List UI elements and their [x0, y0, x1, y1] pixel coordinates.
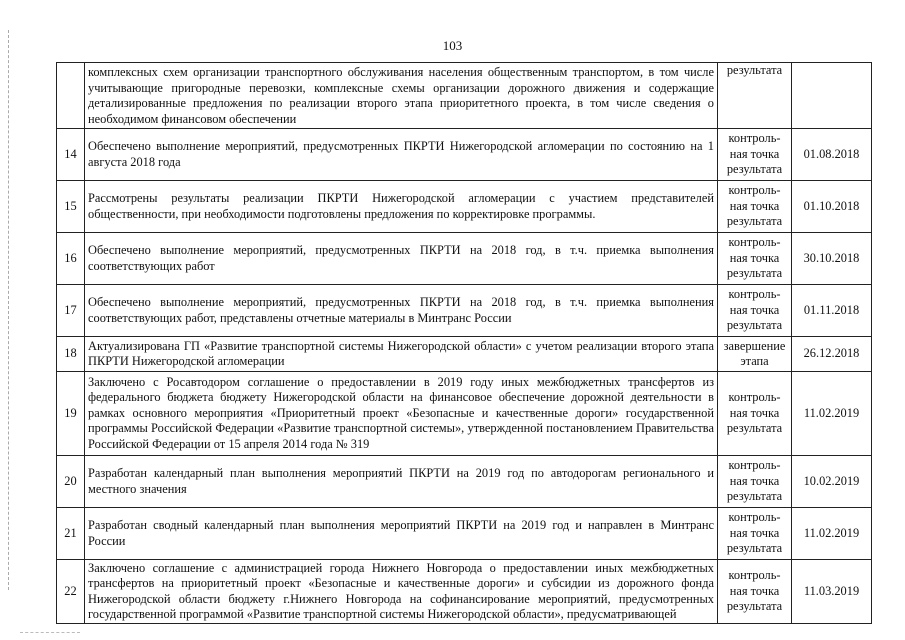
row-number: 15 [57, 181, 85, 233]
row-date: 26.12.2018 [792, 337, 872, 372]
row-description: Обеспечено выполнение мероприятий, предусмотренных ПКРТИ на 2018 год, в т.ч. приемка выполнения соответствующих работ [85, 233, 718, 285]
row-description: Разработан сводный календарный план выполнения мероприятий ПКРТИ на 2019 год и направлен в Минтранс России [85, 508, 718, 560]
row-date: 11.02.2019 [792, 372, 872, 456]
page-number: 103 [442, 38, 463, 53]
row-event-type: завершение этапа [718, 337, 792, 372]
table-row [57, 337, 872, 372]
table-row [57, 456, 872, 508]
row-date: 01.08.2018 [792, 129, 872, 181]
row-number: 16 [57, 233, 85, 285]
row-description: Заключено с Росавтодором соглашение о предоставлении в 2019 году иных межбюджетных трансфертов из федерального бюджета бюджету Нижегородской области на финансовое обеспечение дорожной деятельности в рамках основного мероприятия «Приоритетный проект «Безопасные и качественные дороги» государственной программы Российской Федерации «Развитие транспортной системы», утвержденной постановлением Правительства Российской Федерации от 15 апреля 2014 года № 319 [85, 372, 718, 456]
row-description: комплексных схем организации транспортного обслуживания населения общественным транспортом, в том числе учитывающие пригородные перевозки, комплексные схемы организации дорожного движения и содержащие детализированные предложения по реализации второго этапа приоритетного проекта, в том числе сведения о необходимом финансовом обеспечении [85, 63, 718, 129]
table-row [57, 129, 872, 181]
row-date: 01.11.2018 [792, 285, 872, 337]
table-row [57, 508, 872, 560]
table-row [57, 372, 872, 456]
row-event-type: контроль-ная точка результата [718, 372, 792, 456]
row-event-type: контроль-ная точка результата [718, 233, 792, 285]
row-number: 18 [57, 337, 85, 372]
row-event-type: контроль-ная точка результата [718, 285, 792, 337]
row-number: 20 [57, 456, 85, 508]
row-event-type: результата [718, 63, 792, 129]
table-row [57, 181, 872, 233]
row-description: Рассмотрены результаты реализации ПКРТИ Нижегородской агломерации с участием представителей общественности, при необходимости подготовлены предложения по корректировке программы. [85, 181, 718, 233]
row-date [792, 63, 872, 129]
row-number [57, 63, 85, 129]
row-number: 22 [57, 560, 85, 624]
row-event-type: контроль-ная точка результата [718, 129, 792, 181]
row-number: 21 [57, 508, 85, 560]
row-date: 11.03.2019 [792, 560, 872, 624]
control-points-table [56, 62, 872, 624]
row-number: 17 [57, 285, 85, 337]
row-description: Обеспечено выполнение мероприятий, предусмотренных ПКРТИ Нижегородской агломерации по состоянию на 1 августа 2018 года [85, 129, 718, 181]
row-description: Заключено соглашение с администрацией города Нижнего Новгорода о предоставлении иных межбюджетных трансфертов на приоритетный проект «Безопасные и качественные дороги» и субсидии из дорожного фонда Нижегородской области бюджету г.Нижнего Новгорода на софинансирование мероприятий, предусмотренных государственной программой «Развитие транспортной системы Нижегородской области», предусматривающей [85, 560, 718, 624]
margin-guide [20, 632, 80, 634]
row-date: 01.10.2018 [792, 181, 872, 233]
table-row [57, 285, 872, 337]
row-event-type: контроль-ная точка результата [718, 560, 792, 624]
row-event-type: контроль-ная точка результата [718, 508, 792, 560]
row-description: Актуализирована ГП «Развитие транспортной системы Нижегородской области» с учетом реализации второго этапа ПКРТИ Нижегородской агломерации [85, 337, 718, 372]
row-date: 10.02.2019 [792, 456, 872, 508]
row-number: 19 [57, 372, 85, 456]
row-event-type: контроль-ная точка результата [718, 456, 792, 508]
row-description: Разработан календарный план выполнения мероприятий ПКРТИ на 2019 год по автодорогам регионального и местного значения [85, 456, 718, 508]
row-event-type: контроль-ная точка результата [718, 181, 792, 233]
table-row [57, 63, 872, 129]
table-row [57, 233, 872, 285]
row-description: Обеспечено выполнение мероприятий, предусмотренных ПКРТИ на 2018 год, в т.ч. приемка выполнения соответствующих работ, представлены отчетные материалы в Минтранс России [85, 285, 718, 337]
row-date: 30.10.2018 [792, 233, 872, 285]
margin-guide [8, 30, 10, 590]
table-row [57, 560, 872, 624]
row-date: 11.02.2019 [792, 508, 872, 560]
row-number: 14 [57, 129, 85, 181]
